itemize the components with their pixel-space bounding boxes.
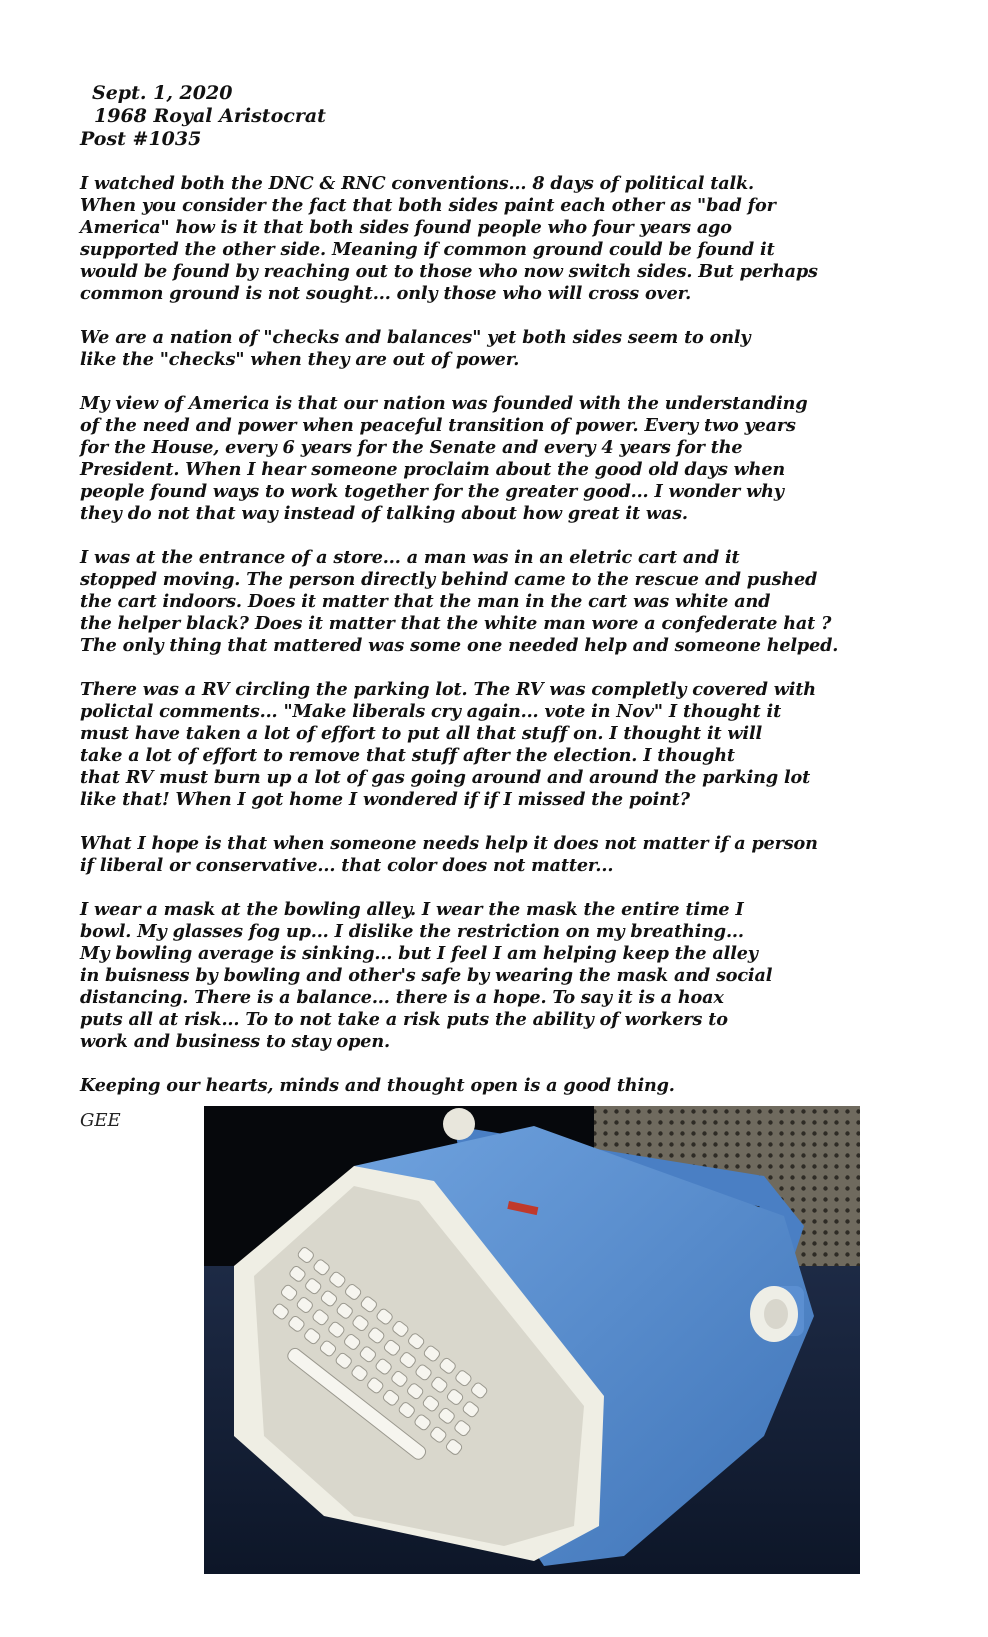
text-line: like that! When I got home I wondered if if I missed the point?: [80, 789, 690, 810]
text-line: must have taken a lot of effort to put all that stuff on. I thought it will: [80, 723, 763, 744]
text-line: supported the other side. Meaning if common ground could be found it: [80, 239, 775, 260]
text-line: polictal comments... "Make liberals cry again... vote in Nov" I thought it: [80, 701, 782, 722]
paragraph: [80, 547, 940, 657]
text-line: the cart indoors. Does it matter that the man in the cart was white and: [80, 591, 771, 612]
text-line: America" how is it that both sides found people who four years ago: [80, 217, 732, 238]
text-line: of the need and power when peaceful transition of power. Every two years: [80, 415, 796, 436]
text-line: My bowling average is sinking... but I feel I am helping keep the alley: [80, 943, 758, 964]
paragraph: [80, 173, 940, 305]
paragraph: [80, 833, 940, 877]
letter-body: [80, 173, 940, 1119]
text-line: common ground is not sought... only those who will cross over.: [80, 283, 692, 304]
text-line: they do not that way instead of talking about how great it was.: [80, 503, 688, 524]
text-line: There was a RV circling the parking lot. The RV was completly covered with: [80, 679, 816, 700]
text-line: My view of America is that our nation was founded with the understanding: [80, 393, 808, 414]
paragraph: [80, 327, 940, 371]
signature: GEE: [80, 1110, 121, 1131]
paragraph: [80, 393, 940, 525]
text-line: work and business to stay open.: [80, 1031, 390, 1052]
paragraph: [80, 1075, 940, 1097]
text-line: take a lot of effort to remove that stuff after the election. I thought: [80, 745, 735, 766]
text-line: if liberal or conservative... that color does not matter...: [80, 855, 614, 876]
text-line: people found ways to work together for the greater good... I wonder why: [80, 481, 784, 502]
text-line: I wear a mask at the bowling alley. I wear the mask the entire time I: [80, 899, 744, 920]
text-line: that RV must burn up a lot of gas going around and around the parking lot: [80, 767, 811, 788]
text-line: distancing. There is a balance... there is a hope. To say it is a hoax: [80, 987, 724, 1008]
text-line: I watched both the DNC & RNC conventions... 8 days of political talk.: [80, 173, 755, 194]
text-line: for the House, every 6 years for the Senate and every 4 years for the: [80, 437, 743, 458]
typewriter-model: 1968 Royal Aristocrat: [94, 105, 326, 127]
text-line: puts all at risk... To to not take a risk puts the ability of workers to: [80, 1009, 728, 1030]
text-line: like the "checks" when they are out of power.: [80, 349, 520, 370]
text-line: When you consider the fact that both sides paint each other as "bad for: [80, 195, 776, 216]
paragraph: [80, 899, 940, 1053]
text-line: What I hope is that when someone needs help it does not matter if a person: [80, 833, 818, 854]
letter-date: Sept. 1, 2020: [92, 82, 233, 104]
text-line: stopped moving. The person directly behind came to the rescue and pushed: [80, 569, 818, 590]
text-line: bowl. My glasses fog up... I dislike the restriction on my breathing...: [80, 921, 744, 942]
letter-header: [80, 82, 326, 151]
typewriter-photo: [204, 1106, 860, 1574]
paragraph: [80, 679, 940, 811]
text-line: Keeping our hearts, minds and thought open is a good thing.: [80, 1075, 675, 1096]
post-number: Post #1035: [80, 128, 202, 150]
text-line: The only thing that mattered was some one needed help and someone helped.: [80, 635, 839, 656]
text-line: President. When I hear someone proclaim about the good old days when: [80, 459, 786, 480]
text-line: I was at the entrance of a store... a man was in an eletric cart and it: [80, 547, 740, 568]
text-line: the helper black? Does it matter that the white man wore a confederate hat ?: [80, 613, 832, 634]
text-line: would be found by reaching out to those who now switch sides. But perhaps: [80, 261, 818, 282]
text-line: in buisness by bowling and other's safe by wearing the mask and social: [80, 965, 773, 986]
text-line: We are a nation of "checks and balances" yet both sides seem to only: [80, 327, 751, 348]
